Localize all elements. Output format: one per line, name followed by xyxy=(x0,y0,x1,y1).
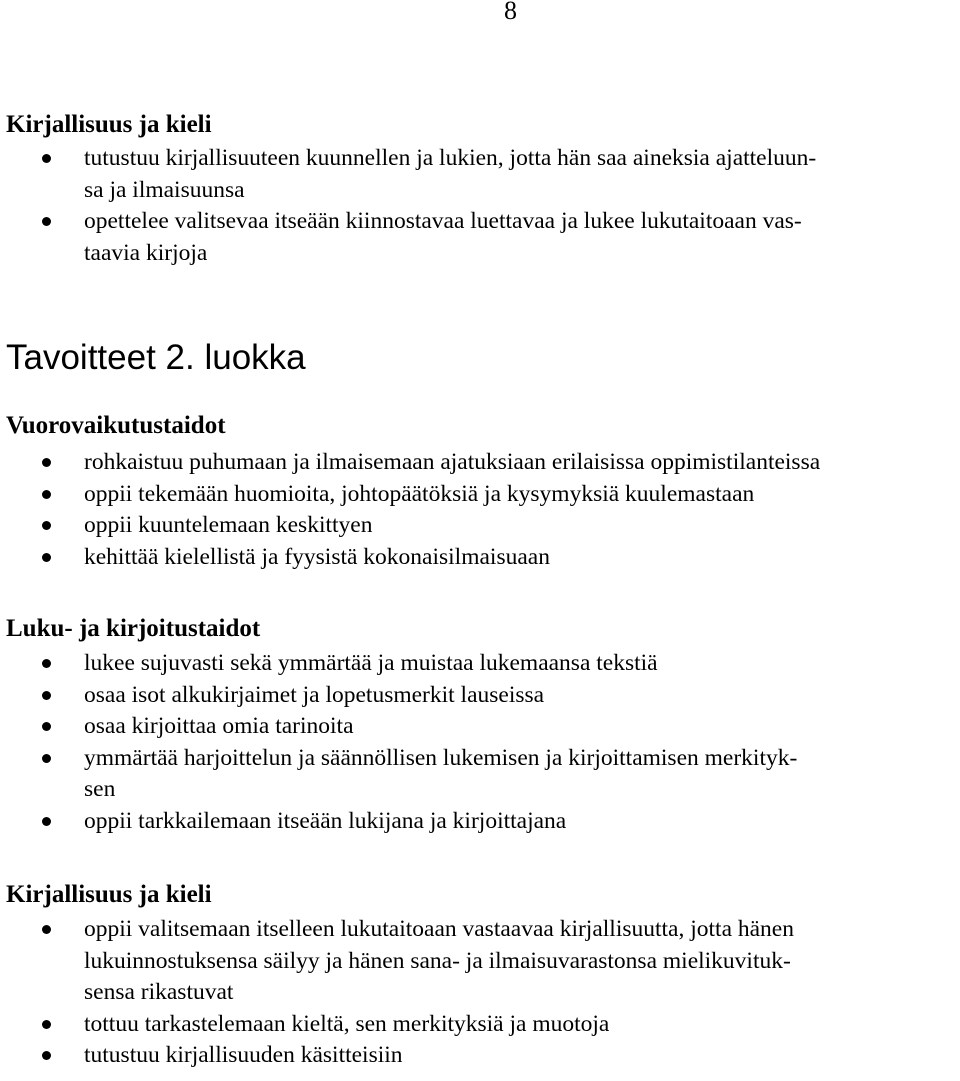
bullet-icon xyxy=(42,490,51,499)
list-item-line: lukee sujuvasti sekä ymmärtää ja muistaa lukemaansa tekstiä xyxy=(84,650,658,676)
list-item xyxy=(0,711,954,743)
list-item xyxy=(0,479,954,511)
bullet-list-vuorovaikutustaidot xyxy=(0,447,960,573)
list-item xyxy=(0,1009,954,1041)
list-item xyxy=(0,510,954,542)
section-heading-kirjallisuus-2: Kirjallisuus ja kieli xyxy=(6,881,212,908)
list-item-line: kehittää kielellistä ja fyysistä kokonaisilmaisuaan xyxy=(84,543,550,570)
page-number: 8 xyxy=(504,0,517,25)
list-item-line: tutustuu kirjallisuuteen kuunnellen ja lukien, jotta hän saa aineksia ajatteluun- xyxy=(84,145,817,171)
list-item-line: sa ja ilmaisuunsa xyxy=(84,176,245,203)
bullet-icon xyxy=(42,1020,51,1029)
list-item-line: taavia kirjoja xyxy=(84,239,208,266)
section-heading-vuorovaikutustaidot: Vuorovaikutustaidot xyxy=(6,412,226,439)
list-item-line: osaa kirjoittaa omia tarinoita xyxy=(84,713,354,739)
bullet-icon xyxy=(42,722,51,731)
section-heading-kirjallisuus-1: Kirjallisuus ja kieli xyxy=(6,111,212,138)
list-item-line: sensa rikastuvat xyxy=(84,979,234,1005)
bullet-list-kirjallisuus-1 xyxy=(0,143,960,269)
bullet-icon xyxy=(42,553,51,562)
list-item-line: oppii tarkkailemaan itseään lukijana ja kirjoittajana xyxy=(84,807,567,834)
bullet-icon xyxy=(42,217,51,226)
list-item xyxy=(0,542,954,574)
list-item xyxy=(0,680,954,712)
list-item xyxy=(0,914,954,1009)
bullet-icon xyxy=(42,691,51,700)
list-item-line: rohkaistuu puhumaan ja ilmaisemaan ajatuksiaan erilaisissa oppimistilanteissa xyxy=(84,449,821,475)
section-heading-luku-ja-kirjoitustaidot: Luku- ja kirjoitustaidot xyxy=(6,615,261,642)
list-item xyxy=(0,648,954,680)
bullet-icon xyxy=(42,754,51,763)
bullet-icon xyxy=(42,458,51,467)
bullet-icon xyxy=(42,817,51,826)
list-item xyxy=(0,143,954,206)
bullet-icon xyxy=(42,521,51,530)
goals-title: Tavoitteet 2. luokka xyxy=(6,338,306,377)
list-item-line: tottuu tarkastelemaan kieltä, sen merkityksiä ja muotoja xyxy=(84,1010,610,1037)
list-item-line: ymmärtää harjoittelun ja säännöllisen lukemisen ja kirjoittamisen merkityk- xyxy=(84,744,798,771)
list-item xyxy=(0,206,954,269)
list-item-line: sen xyxy=(84,776,116,802)
list-item-line: lukuinnostuksensa säilyy ja hänen sana- ja ilmaisuvarastonsa mielikuvituk- xyxy=(84,947,791,974)
list-item xyxy=(0,806,954,838)
list-item-line: opettelee valitsevaa itseään kiinnostavaa luettavaa ja lukee lukutaitoaan vas- xyxy=(84,208,802,234)
bullet-icon xyxy=(42,1051,51,1060)
list-item-line: oppii tekemään huomioita, johtopäätöksiä ja kysymyksiä kuulemastaan xyxy=(84,480,755,507)
list-item xyxy=(0,743,954,806)
list-item xyxy=(0,447,954,479)
bullet-icon xyxy=(42,659,51,668)
bullet-icon xyxy=(42,154,51,163)
list-item-line: oppii valitsemaan itselleen lukutaitoaan vastaavaa kirjallisuutta, jotta hänen xyxy=(84,916,794,942)
list-item xyxy=(0,1040,954,1072)
bullet-list-kirjallisuus-2 xyxy=(0,914,960,1072)
list-item-line: tutustuu kirjallisuuden käsitteisiin xyxy=(84,1042,403,1068)
bullet-list-luku-ja-kirjoitustaidot xyxy=(0,648,960,837)
bullet-icon xyxy=(42,925,51,934)
list-item-line: osaa isot alkukirjaimet ja lopetusmerkit lauseissa xyxy=(84,681,545,708)
list-item-line: oppii kuuntelemaan keskittyen xyxy=(84,512,373,538)
